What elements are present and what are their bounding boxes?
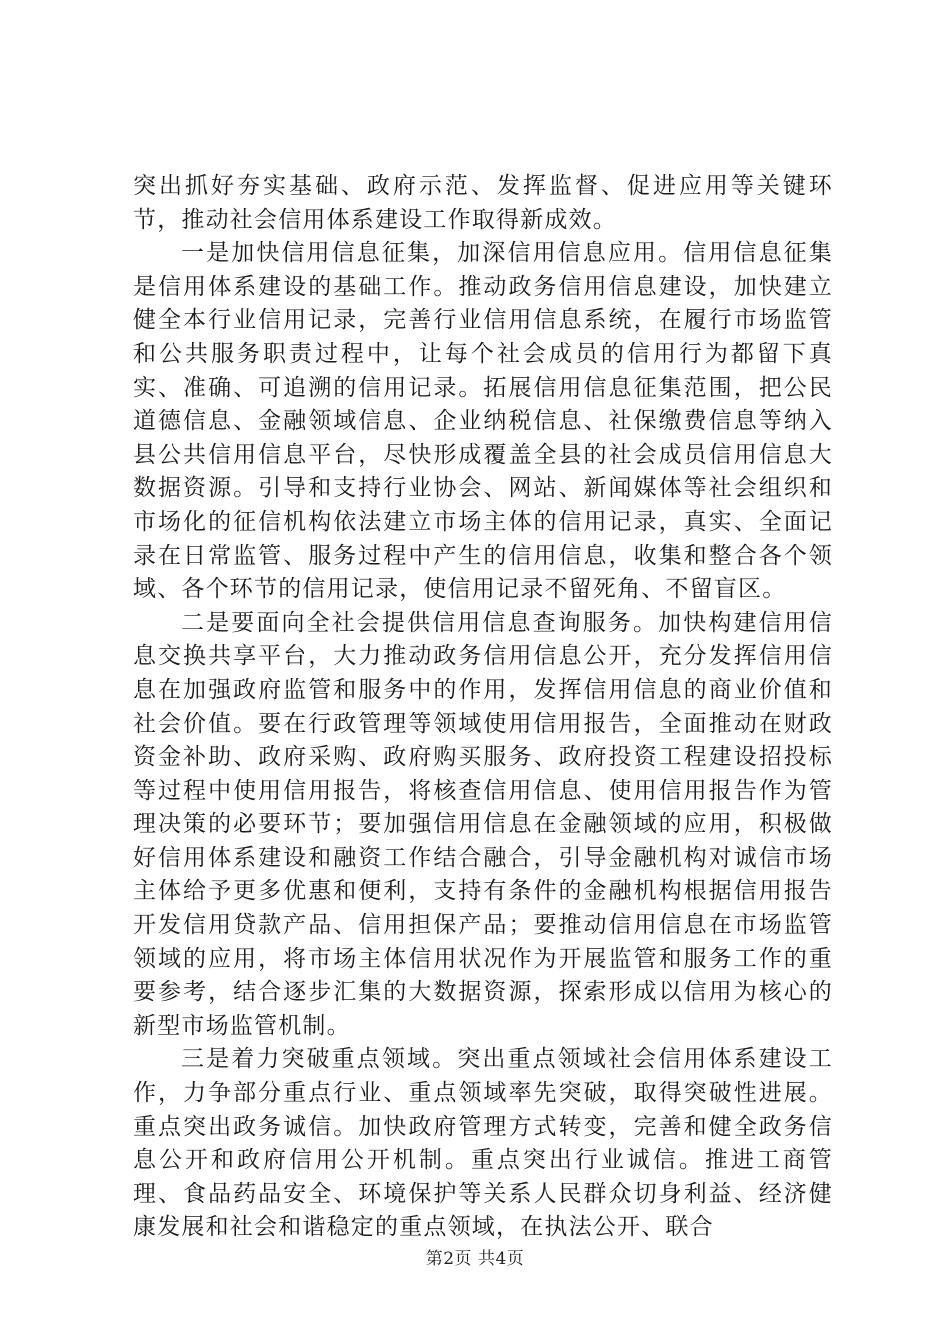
page-number-label: 第2页 共4页 — [425, 1249, 525, 1269]
paragraph-key-areas: 三是着力突破重点领域。突出重点领域社会信用体系建设工作，力争部分重点行业、重点领域率先突破，取得突破性进展。重点突出政务诚信。加快政府管理方式转变，完善和健全政务信息公开和政府信用公开机制。重点突出行业诚信。推进工商管理、食品药品安全、环境保护等关系人民群众切身利益、经济健康发展和社会和谐稳定的重点领域，在执法公开、联合 — [133, 1046, 833, 1241]
paragraph-continuation: 突出抓好夯实基础、政府示范、发挥监督、促进应用等关键环节，推动社会信用体系建设工作取得新成效。 — [133, 173, 833, 233]
paragraph-credit-info-collection: 一是加快信用信息征集，加深信用信息应用。信用信息征集是信用体系建设的基础工作。推动政务信用信息建设，加快建立健全本行业信用记录，完善行业信用信息系统，在履行市场监管和公共服务职责过程中，让每个社会成员的信用行为都留下真实、准确、可追溯的信用记录。拓展信用信息征集范围，把公民道德信息、金融领域信息、企业纳税信息、社保缴费信息等纳入县公共信用信息平台，尽快形成覆盖全县的社会成员信用信息大数据资源。引导和支持行业协会、网站、新闻媒体等社会组织和市场化的征信机构依法建立市场主体的信用记录，真实、全面记录在日常监管、服务过程中产生的信用信息，收集和整合各个领域、各个环节的信用记录，使信用记录不留死角、不留盲区。 — [133, 240, 833, 603]
page-footer — [0, 1244, 950, 1269]
document-body — [133, 170, 833, 1245]
paragraph-credit-query-service: 二是要面向全社会提供信用信息查询服务。加快构建信用信息交换共享平台，大力推动政务信用信息公开，充分发挥信用信息在加强政府监管和服务中的作用，发挥信用信息的商业价值和社会价值。要在行政管理等领域使用信用报告，全面推动在财政资金补助、政府采购、政府购买服务、政府投资工程建设招投标等过程中使用信用报告，将核查信用信息、使用信用报告作为管理决策的必要环节；要加强信用信息在金融领域的应用，积极做好信用体系建设和融资工作结合融合，引导金融机构对诚信市场主体给予更多优惠和便利，支持有条件的金融机构根据信用报告开发信用贷款产品、信用担保产品；要推动信用信息在市场监管领域的应用，将市场主体信用状况作为开展监管和服务工作的重要参考，结合逐步汇集的大数据资源，探索形成以信用为核心的新型市场监管机制。 — [133, 609, 833, 1039]
